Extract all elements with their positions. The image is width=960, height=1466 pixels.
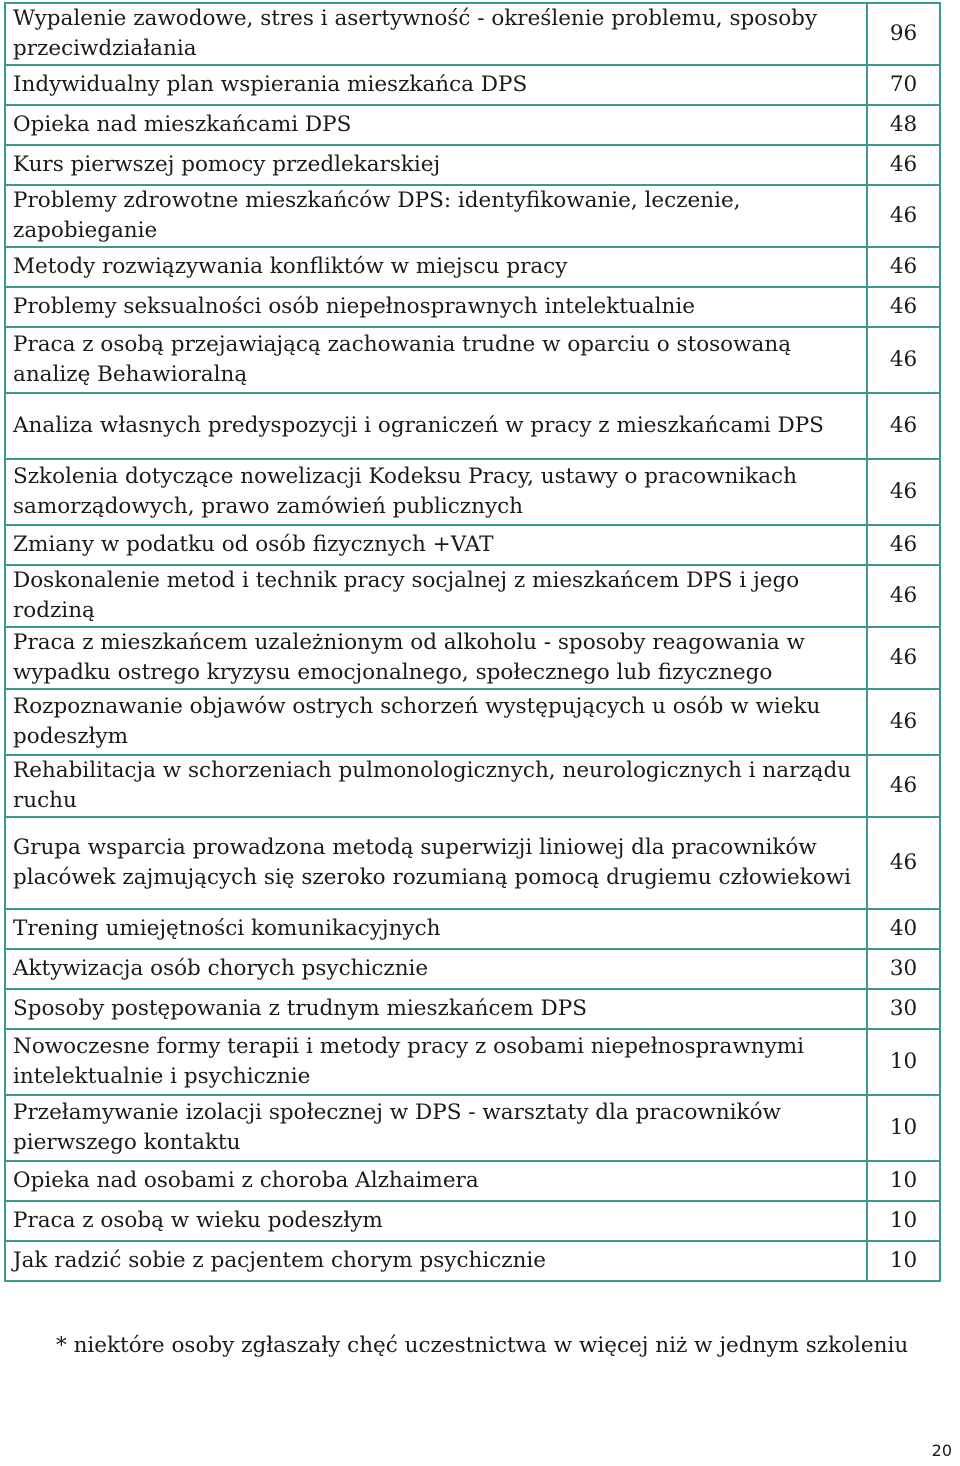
table-row [5,1095,940,1161]
training-title-cell: Indywidualny plan wspierania mieszkańca DPS [5,65,867,105]
table-row [5,525,940,565]
participant-count-cell: 10 [867,1095,940,1161]
table-row [5,627,940,689]
training-title-cell: Problemy zdrowotne mieszkańców DPS: identyfikowanie, leczenie, zapobieganie [5,185,867,247]
table-row [5,1161,940,1201]
table-row [5,949,940,989]
training-title-cell: Nowoczesne formy terapii i metody pracy z osobami niepełnosprawnymi intelektualnie i psychicznie [5,1029,867,1095]
table-row [5,1201,940,1241]
training-title-cell: Rehabilitacja w schorzeniach pulmonologicznych, neurologicznych i narządu ruchu [5,755,867,817]
training-title-cell: Doskonalenie metod i technik pracy socjalnej z mieszkańcem DPS i jego rodziną [5,565,867,627]
participant-count-cell: 10 [867,1029,940,1095]
table-row [5,327,940,393]
training-title-cell: Jak radzić sobie z pacjentem chorym psychicznie [5,1241,867,1281]
training-title-cell: Opieka nad osobami z choroba Alzhaimera [5,1161,867,1201]
training-title-cell: Rozpoznawanie objawów ostrych schorzeń występujących u osób w wieku podeszłym [5,689,867,755]
training-title-cell: Wypalenie zawodowe, stres i asertywność - określenie problemu, sposoby przeciwdziałania [5,3,867,65]
table-row [5,393,940,459]
participant-count-cell: 46 [867,627,940,689]
participant-count-cell: 46 [867,247,940,287]
participant-count-cell: 46 [867,525,940,565]
participant-count-cell: 70 [867,65,940,105]
participant-count-cell: 10 [867,1241,940,1281]
participant-count-cell: 46 [867,565,940,627]
training-title-cell: Praca z osobą przejawiającą zachowania trudne w oparciu o stosowaną analizę Behawioralną [5,327,867,393]
participant-count-cell: 46 [867,459,940,525]
participant-count-cell: 46 [867,393,940,459]
table-row [5,105,940,145]
table-row [5,1241,940,1281]
table-row [5,247,940,287]
training-title-cell: Grupa wsparcia prowadzona metodą superwizji liniowej dla pracowników placówek zajmujących się szeroko rozumianą pomocą drugiemu człowiekowi [5,817,867,909]
participant-count-cell: 46 [867,817,940,909]
training-title-cell: Metody rozwiązywania konfliktów w miejscu pracy [5,247,867,287]
participant-count-cell: 96 [867,3,940,65]
participant-count-cell: 40 [867,909,940,949]
training-title-cell: Przełamywanie izolacji społecznej w DPS - warsztaty dla pracowników pierwszego kontaktu [5,1095,867,1161]
participant-count-cell: 30 [867,949,940,989]
participant-count-cell: 10 [867,1201,940,1241]
table-row [5,817,940,909]
training-title-cell: Szkolenia dotyczące nowelizacji Kodeksu Pracy, ustawy o pracownikach samorządowych, prawo zamówień publicznych [5,459,867,525]
table-row [5,565,940,627]
table-row [5,689,940,755]
participant-count-cell: 10 [867,1161,940,1201]
table-row [5,145,940,185]
table-row [5,755,940,817]
training-title-cell: Analiza własnych predyspozycji i ograniczeń w pracy z mieszkańcami DPS [5,393,867,459]
training-title-cell: Praca z mieszkańcem uzależnionym od alkoholu - sposoby reagowania w wypadku ostrego kryzysu emocjonalnego, społecznego lub fizycznego [5,627,867,689]
participant-count-cell: 46 [867,327,940,393]
participant-count-cell: 46 [867,755,940,817]
page-number: 20 [931,1441,952,1460]
table-row [5,65,940,105]
table-row [5,989,940,1029]
participant-count-cell: 30 [867,989,940,1029]
training-title-cell: Zmiany w podatku od osób fizycznych +VAT [5,525,867,565]
table-row [5,459,940,525]
participant-count-cell: 46 [867,689,940,755]
training-table [4,2,941,1282]
training-title-cell: Trening umiejętności komunikacyjnych [5,909,867,949]
table-row [5,1029,940,1095]
training-title-cell: Sposoby postępowania z trudnym mieszkańcem DPS [5,989,867,1029]
table-row [5,287,940,327]
training-title-cell: Aktywizacja osób chorych psychicznie [5,949,867,989]
table-row [5,185,940,247]
participant-count-cell: 46 [867,287,940,327]
training-title-cell: Opieka nad mieszkańcami DPS [5,105,867,145]
table-row [5,909,940,949]
participant-count-cell: 46 [867,185,940,247]
table-row [5,3,940,65]
training-title-cell: Praca z osobą w wieku podeszłym [5,1201,867,1241]
training-title-cell: Kurs pierwszej pomocy przedlekarskiej [5,145,867,185]
footnote: * niektóre osoby zgłaszały chęć uczestnictwa w więcej niż w jednym szkoleniu [56,1333,909,1358]
training-title-cell: Problemy seksualności osób niepełnosprawnych intelektualnie [5,287,867,327]
participant-count-cell: 48 [867,105,940,145]
participant-count-cell: 46 [867,145,940,185]
training-table-body [5,3,940,1281]
